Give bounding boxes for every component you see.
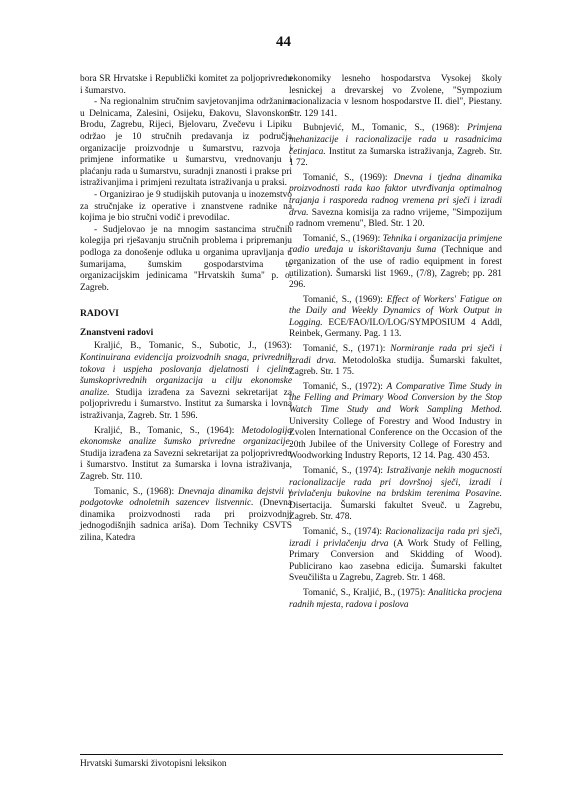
entry-details: (Technique and organization of the use of radio equipment in forest utilization). Šumarski list 1969., (7/8), Zagreb; pp. 281 296.: [289, 245, 502, 291]
entry-title: Primjena mehanizacije i racionalizacije rada u rasadnicima četinjaca.: [289, 123, 502, 157]
bibliography-entry: [289, 295, 502, 341]
bibliography-entry: [80, 487, 292, 545]
entry-details: Studija izrađena za Savezni sekretarijat za poljoprivredu i šumarstvo. Institut za šumarska i lovna istraživanja, Zagreb. Str. 1 596.: [80, 387, 292, 422]
entry-authors: Tomanić, S., (1974):: [303, 526, 386, 537]
left-column: [80, 74, 292, 548]
entry-authors: Tomanić, S., (1969):: [303, 233, 383, 244]
entry-details: ekonomiky lesneho hospodarstva Vysokej školy lesnickej a drevarskej vo Zvolene, "Sympozium racionalizacia v lesnom hospodarstve II. diel", Piestany. Str. 129 141.: [289, 74, 502, 119]
bibliography-entry: [289, 466, 502, 524]
entry-title: Normiranje rada pri sječi i izradi drva.: [289, 344, 502, 366]
entry-title: A Comparative Time Study in the Felling and Primary Wood Conversion by the Stop Watch Time Study and Work Sampling Method.: [289, 381, 502, 416]
entry-authors: Tomanić, S., (1974):: [303, 466, 387, 476]
entry-authors: Kraljić, B., Tomanic, S., Subotic, J., (1963):: [94, 341, 292, 352]
bibliography-entry: [289, 588, 502, 611]
entry-details: Metodološka studija. Šumarski fakultet, Zagreb. Str. 1 75.: [289, 355, 502, 378]
entry-title: Racionalizacija rada pri sječi, izradi i privlačenju drva: [289, 526, 502, 549]
entry-title: Metodologija ekonomske analize šumsko privredne organizacije.: [80, 425, 292, 448]
bibliography-entry: [289, 382, 502, 463]
entry-title: Dnevnaja dinamika dejstvii v podgotovke odnoletnih sazencev listvennic.: [80, 486, 292, 509]
activity-paragraph: - Organizirao je 9 studijskih putovanja u inozemstvo za stručnjake iz operative i znanstvene radnike na kojima je bio stručni vodič i prevodilac.: [80, 189, 292, 224]
entry-authors: Bubnjević, M., Tomanic, S., (1968):: [303, 123, 468, 134]
entry-authors: Tomanic, S., (1968):: [94, 486, 178, 497]
bibliography-entry: [289, 123, 502, 169]
right-column: [289, 74, 502, 614]
bibliography-entry: [289, 74, 502, 120]
entry-details: University College of Forestry and Wood Industry in Zvolen International Conference on the Occasion of the 20th Jubilee of the University College of Forestry and Woodworking Industry Reports, 12 14. Pag. 430 453.: [289, 416, 502, 462]
bibliography-entry: [289, 344, 502, 379]
entry-title: Analiticka procjena radnih mjesta, radova i poslova: [289, 587, 502, 610]
entry-details: Disertacija. Šumarski fakultet Sveuč. u Zagrebu, Zagreb. Str. 478.: [289, 500, 502, 523]
entry-details: (A Work Study of Felling, Primary Conversion and Skidding of Wood). Publicirano kao zasebna edicija. Šumarski fakultet Sveučilišta u Zagrebu, Zagreb. Str. 1 468.: [289, 538, 502, 584]
bibliography-entry: [289, 234, 502, 292]
entry-authors: Tomanić, S., (1971):: [303, 344, 391, 355]
intro-paragraph: bora SR Hrvatske i Republički komitet za poljoprivredu i šumarstvo.: [80, 74, 292, 96]
subsection-heading: Znanstveni radovi: [80, 327, 154, 338]
bibliography-list: [80, 341, 292, 544]
bibliography-list: [289, 74, 502, 611]
bibliography-entry: [80, 426, 292, 484]
bibliography-entry: [289, 527, 502, 585]
entry-title: Kontinuirana evidencija proizvodnih snaga, privrednih tokova i uspjeha poslovanja djelatnosti i cjeline šumskoprivrednih organizacija u cilju ekonomske analize.: [80, 353, 292, 398]
section-heading: RADOVI: [80, 308, 119, 320]
bibliography-entry: [289, 173, 502, 231]
activity-paragraph: - Sudjelovao je na mnogim sastancima stručnih kolegija pri rješavanju stručnih problema i pripremanju podloga za donošenje odluka u organima upravljanja u šumarijama, šumskim gospodarstvima te organizacijskim jedinicama "Hrvatskih šuma" p. o. Zagreb.: [80, 224, 292, 293]
entry-details: Institut za šumarska istraživanja, Zagreb. Str. 1 72.: [289, 146, 502, 169]
entry-title: Dnevna i tjedna dinamika proizvodnosti rada kao faktor utvrđivanja optimalnog trajanja i rasporeda radnog vremena pri sječi i izradi drva.: [289, 172, 502, 218]
entry-details: ECE/FAO/ILO/LOG/SYMPOSIUM 4 Addl, Reinbek, Germany. Pag. 1 13.: [289, 317, 502, 340]
footer-text: Hrvatski šumarski životopisni leksikon: [80, 759, 227, 769]
entry-authors: Tomanić, S., Kraljić, B., (1975):: [303, 587, 428, 598]
activity-paragraph: - Na regionalnim stručnim savjetovanjima održanim u Delnicama, Zalesini, Osijeku, Đakovu, Slavonskom Brodu, Zagrebu, Rijeci, Bjelovaru, Zvečevu i Lipiku održao je 10 stručnih predavanja iz područja organizacije proizvodnje u šumarstvu, razvoja i primjene informatike u šumarstvu, vrednovanju i plaćanju rada u šumarstvu, suradnji znanosti i prakse pri istraživanjima i primjeni rezultata istraživanja u praksi.: [80, 97, 292, 189]
bibliography-entry: [80, 341, 292, 422]
entry-details: Studija izrađena za Savezni sekretarijat za poljoprivredu i šumarstvo. Institut za šumarska i lovna istraživanja, Zagreb. Str. 110.: [80, 448, 292, 482]
entry-authors: Tomanić, S., (1972):: [303, 381, 387, 392]
entry-title: Effect of Workers' Fatigue on the Daily and Weekly Dynamics of Work Output in Logging.: [289, 294, 502, 328]
entry-title: Istraživanje nekih mogucnosti racionalizacije rada pri dovršnoj sječi, izradi i privlačenju bukovine na brdskim terenima Posavine.: [289, 466, 503, 500]
entry-details: Savezna komisija za radno vrijeme, "Simpozijum o radnom vremenu", Bled. Str. 1 20.: [289, 207, 502, 230]
entry-title: Tehnika i organizacija primjene radio uređaja u iskorištavanju šuma: [289, 233, 502, 256]
page-number: 44: [276, 34, 291, 50]
entry-details: (Dnevna dinamika proizvodnosti rada pri proizvodnji jednogodišnjih sadnica ariša). Dom Techniky CSVTS zilina, Katedra: [80, 498, 292, 543]
entry-authors: Tomanić, S., (1969):: [303, 172, 394, 183]
entry-authors: Tomanić, S., (1969):: [303, 294, 387, 305]
footer-rule: [80, 754, 503, 755]
entry-authors: Kraljić, B., Tomanic, S., (1964):: [94, 425, 242, 436]
